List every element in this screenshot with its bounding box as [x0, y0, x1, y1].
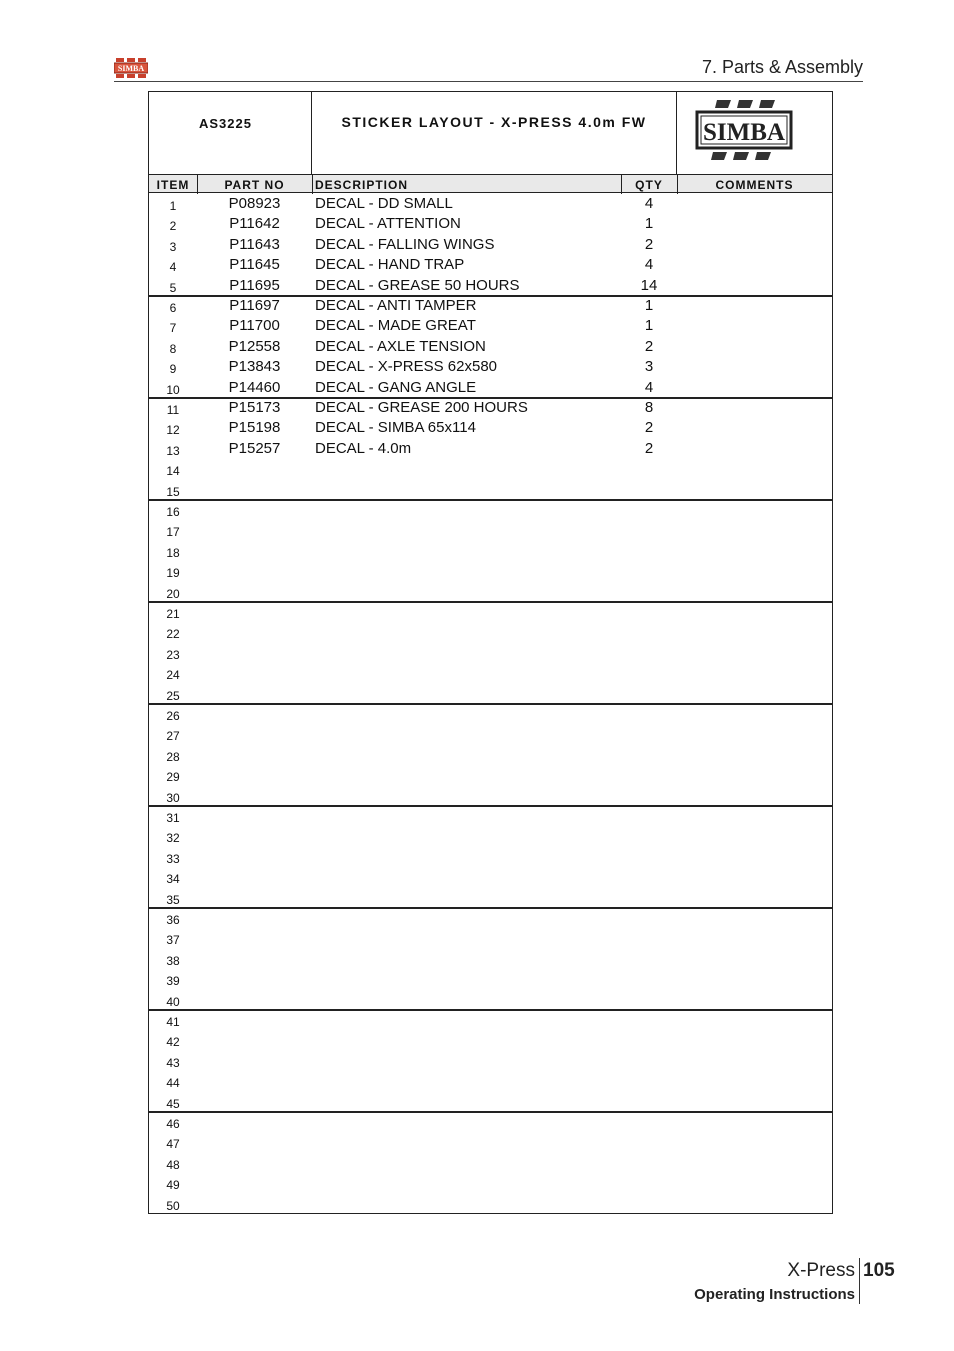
- cell-qty: 4: [644, 378, 654, 396]
- divider-qty: [677, 174, 678, 194]
- cell-item: 44: [166, 1076, 180, 1091]
- table-row: [149, 745, 832, 765]
- cell-item: 8: [169, 341, 177, 356]
- table-row: [149, 602, 832, 622]
- cell-item: 41: [166, 1015, 180, 1029]
- col-description: DESCRIPTION: [315, 178, 409, 192]
- cell-part-no: P15257: [228, 439, 281, 457]
- cell-item: 20: [166, 586, 180, 601]
- table-row: [149, 684, 832, 704]
- table-row: [149, 1010, 832, 1030]
- cell-item: 39: [166, 974, 180, 989]
- cell-qty: 1: [644, 215, 654, 233]
- cell-part-no: P11643: [229, 235, 280, 253]
- cell-part-no: P15198: [228, 419, 281, 437]
- svg-text:SIMBA: SIMBA: [117, 64, 145, 73]
- table-row: [149, 1194, 832, 1214]
- table-row: [149, 500, 832, 520]
- table-row: [149, 357, 832, 377]
- table-row: [149, 561, 832, 581]
- table-row: [149, 296, 832, 316]
- table-row: [149, 459, 832, 479]
- footer-product: X-Press: [787, 1260, 855, 1281]
- cell-qty: 2: [644, 439, 654, 457]
- cell-part-no: P11695: [229, 276, 280, 294]
- table-row: [149, 1132, 832, 1152]
- cell-item: 26: [166, 709, 180, 723]
- cell-item: 30: [166, 790, 180, 805]
- table-row: [149, 724, 832, 744]
- cell-part-no: P15173: [228, 399, 281, 416]
- table-row: [149, 1173, 832, 1193]
- cell-part-no: P14460: [228, 378, 281, 396]
- cell-qty: 4: [644, 195, 654, 212]
- cell-description: DECAL - 4.0m: [315, 439, 412, 457]
- table-row: [149, 1092, 832, 1112]
- table-row: [149, 398, 832, 418]
- cell-item: 4: [169, 260, 177, 275]
- cell-part-no: P11645: [229, 256, 280, 274]
- table-row: [149, 826, 832, 846]
- cell-item: 1: [169, 199, 177, 213]
- footer-divider: [859, 1258, 860, 1304]
- cell-description: DECAL - AXLE TENSION: [315, 337, 486, 355]
- simba-logo-large: [695, 98, 793, 162]
- cell-qty: 4: [644, 256, 654, 274]
- table-row: [149, 765, 832, 785]
- cell-item: 36: [166, 913, 180, 927]
- sheet-title: STICKER LAYOUT - X-PRESS 4.0m FW: [341, 114, 647, 130]
- table-row: [149, 214, 832, 234]
- table-row: [149, 847, 832, 867]
- cell-item: 2: [169, 219, 177, 234]
- header-rule: [114, 81, 863, 82]
- table-row: [149, 1153, 832, 1173]
- divider-part: [312, 174, 313, 194]
- cell-item: 23: [166, 647, 180, 662]
- cell-item: 14: [166, 464, 180, 479]
- cell-description: DECAL - MADE GREAT: [315, 317, 476, 335]
- table-row: [149, 337, 832, 357]
- table-row: [149, 704, 832, 724]
- cell-description: DECAL - X-PRESS 62x580: [315, 358, 498, 376]
- table-row: [149, 1071, 832, 1091]
- cell-item: 49: [166, 1178, 180, 1193]
- cell-item: 5: [169, 280, 177, 295]
- table-row: [149, 480, 832, 500]
- table-row: [149, 643, 832, 663]
- table-row: [149, 1112, 832, 1132]
- cell-item: 34: [166, 872, 180, 887]
- cell-item: 17: [166, 525, 180, 540]
- table-row: [149, 990, 832, 1010]
- cell-item: 22: [166, 627, 180, 642]
- table-row: [149, 908, 832, 928]
- cell-item: 32: [166, 831, 180, 846]
- cell-item: 48: [166, 1157, 180, 1172]
- table-row: [149, 541, 832, 561]
- table-row: [149, 378, 832, 398]
- cell-item: 18: [166, 545, 180, 560]
- cell-part-no: P11642: [229, 215, 280, 233]
- cell-item: 25: [166, 688, 180, 703]
- cell-item: 13: [166, 443, 180, 458]
- cell-qty: 1: [644, 317, 654, 335]
- cell-description: DECAL - GANG ANGLE: [315, 378, 477, 396]
- cell-qty: 2: [644, 337, 654, 355]
- table-row: [149, 520, 832, 540]
- cell-qty: 2: [644, 419, 654, 437]
- cell-item: 10: [166, 382, 180, 397]
- col-item: ITEM: [156, 178, 190, 192]
- cell-part-no: P08923: [228, 195, 281, 212]
- cell-qty: 8: [644, 399, 654, 416]
- cell-item: 28: [166, 749, 180, 764]
- page-number: 105: [863, 1260, 895, 1281]
- cell-description: DECAL - DD SMALL: [315, 195, 453, 212]
- cell-item: 16: [166, 505, 180, 519]
- table-row: [149, 888, 832, 908]
- cell-description: DECAL - SIMBA 65x114: [315, 419, 476, 437]
- cell-item: 42: [166, 1035, 180, 1050]
- cell-item: 38: [166, 953, 180, 968]
- cell-qty: 14: [640, 276, 658, 294]
- cell-item: 45: [166, 1096, 180, 1111]
- divider-desc: [621, 174, 622, 194]
- table-row: [149, 663, 832, 683]
- table-row: [149, 786, 832, 806]
- logo-box: [677, 92, 834, 174]
- cell-item: 46: [166, 1117, 180, 1131]
- table-row: [149, 255, 832, 275]
- col-comments: COMMENTS: [715, 178, 794, 192]
- logo-text: SIMBA: [703, 119, 785, 146]
- cell-qty: 1: [644, 297, 654, 314]
- cell-description: DECAL - ATTENTION: [315, 215, 461, 233]
- table-row: [149, 418, 832, 438]
- cell-qty: 3: [644, 358, 654, 376]
- table-row: [149, 867, 832, 887]
- cell-item: 19: [166, 566, 180, 581]
- cell-item: 27: [166, 729, 180, 744]
- table-row: [149, 194, 832, 214]
- cell-description: DECAL - ANTI TAMPER: [315, 297, 477, 314]
- cell-item: 50: [166, 1198, 180, 1213]
- cell-description: DECAL - FALLING WINGS: [315, 235, 495, 253]
- cell-part-no: P11700: [229, 317, 280, 335]
- cell-item: 9: [169, 362, 177, 377]
- cell-part-no: P11697: [229, 297, 280, 314]
- table-row: [149, 1030, 832, 1050]
- cell-item: 31: [166, 811, 180, 825]
- col-part-no: PART NO: [224, 178, 285, 192]
- cell-description: DECAL - GREASE 50 HOURS: [315, 276, 520, 294]
- table-row: [149, 276, 832, 296]
- assembly-code: AS3225: [199, 116, 252, 131]
- cell-item: 12: [166, 423, 180, 438]
- cell-item: 3: [169, 239, 177, 254]
- cell-item: 24: [166, 668, 180, 683]
- cell-item: 35: [166, 892, 180, 907]
- cell-item: 6: [169, 301, 177, 315]
- table-row: [149, 439, 832, 459]
- cell-item: 47: [166, 1137, 180, 1152]
- assembly-code-box: [149, 92, 312, 174]
- cell-item: 37: [166, 933, 180, 948]
- cell-item: 21: [166, 607, 180, 621]
- col-qty: QTY: [635, 178, 663, 192]
- cell-item: 15: [166, 484, 180, 499]
- cell-item: 11: [166, 403, 180, 417]
- table-row: [149, 582, 832, 602]
- cell-item: 29: [166, 770, 180, 785]
- table-row: [149, 622, 832, 642]
- cell-item: 7: [169, 321, 177, 336]
- simba-logo-small: [114, 58, 148, 78]
- cell-part-no: P13843: [228, 358, 281, 376]
- cell-item: 33: [166, 851, 180, 866]
- cell-item: 40: [166, 994, 180, 1009]
- divider-item: [197, 174, 198, 194]
- parts-sheet: [148, 91, 833, 1214]
- table-row: [149, 235, 832, 255]
- table-row: [149, 1051, 832, 1071]
- cell-part-no: P12558: [228, 337, 281, 355]
- table-row: [149, 928, 832, 948]
- table-row: [149, 949, 832, 969]
- table-row: [149, 316, 832, 336]
- sheet-title-box: [312, 92, 677, 174]
- cell-qty: 2: [644, 235, 654, 253]
- cell-item: 43: [166, 1055, 180, 1070]
- table-row: [149, 806, 832, 826]
- cell-description: DECAL - HAND TRAP: [315, 256, 465, 274]
- column-header-row: [149, 174, 832, 193]
- table-row: [149, 969, 832, 989]
- cell-description: DECAL - GREASE 200 HOURS: [315, 399, 528, 416]
- footer-subtitle: Operating Instructions: [694, 1286, 855, 1303]
- section-title: 7. Parts & Assembly: [701, 57, 863, 77]
